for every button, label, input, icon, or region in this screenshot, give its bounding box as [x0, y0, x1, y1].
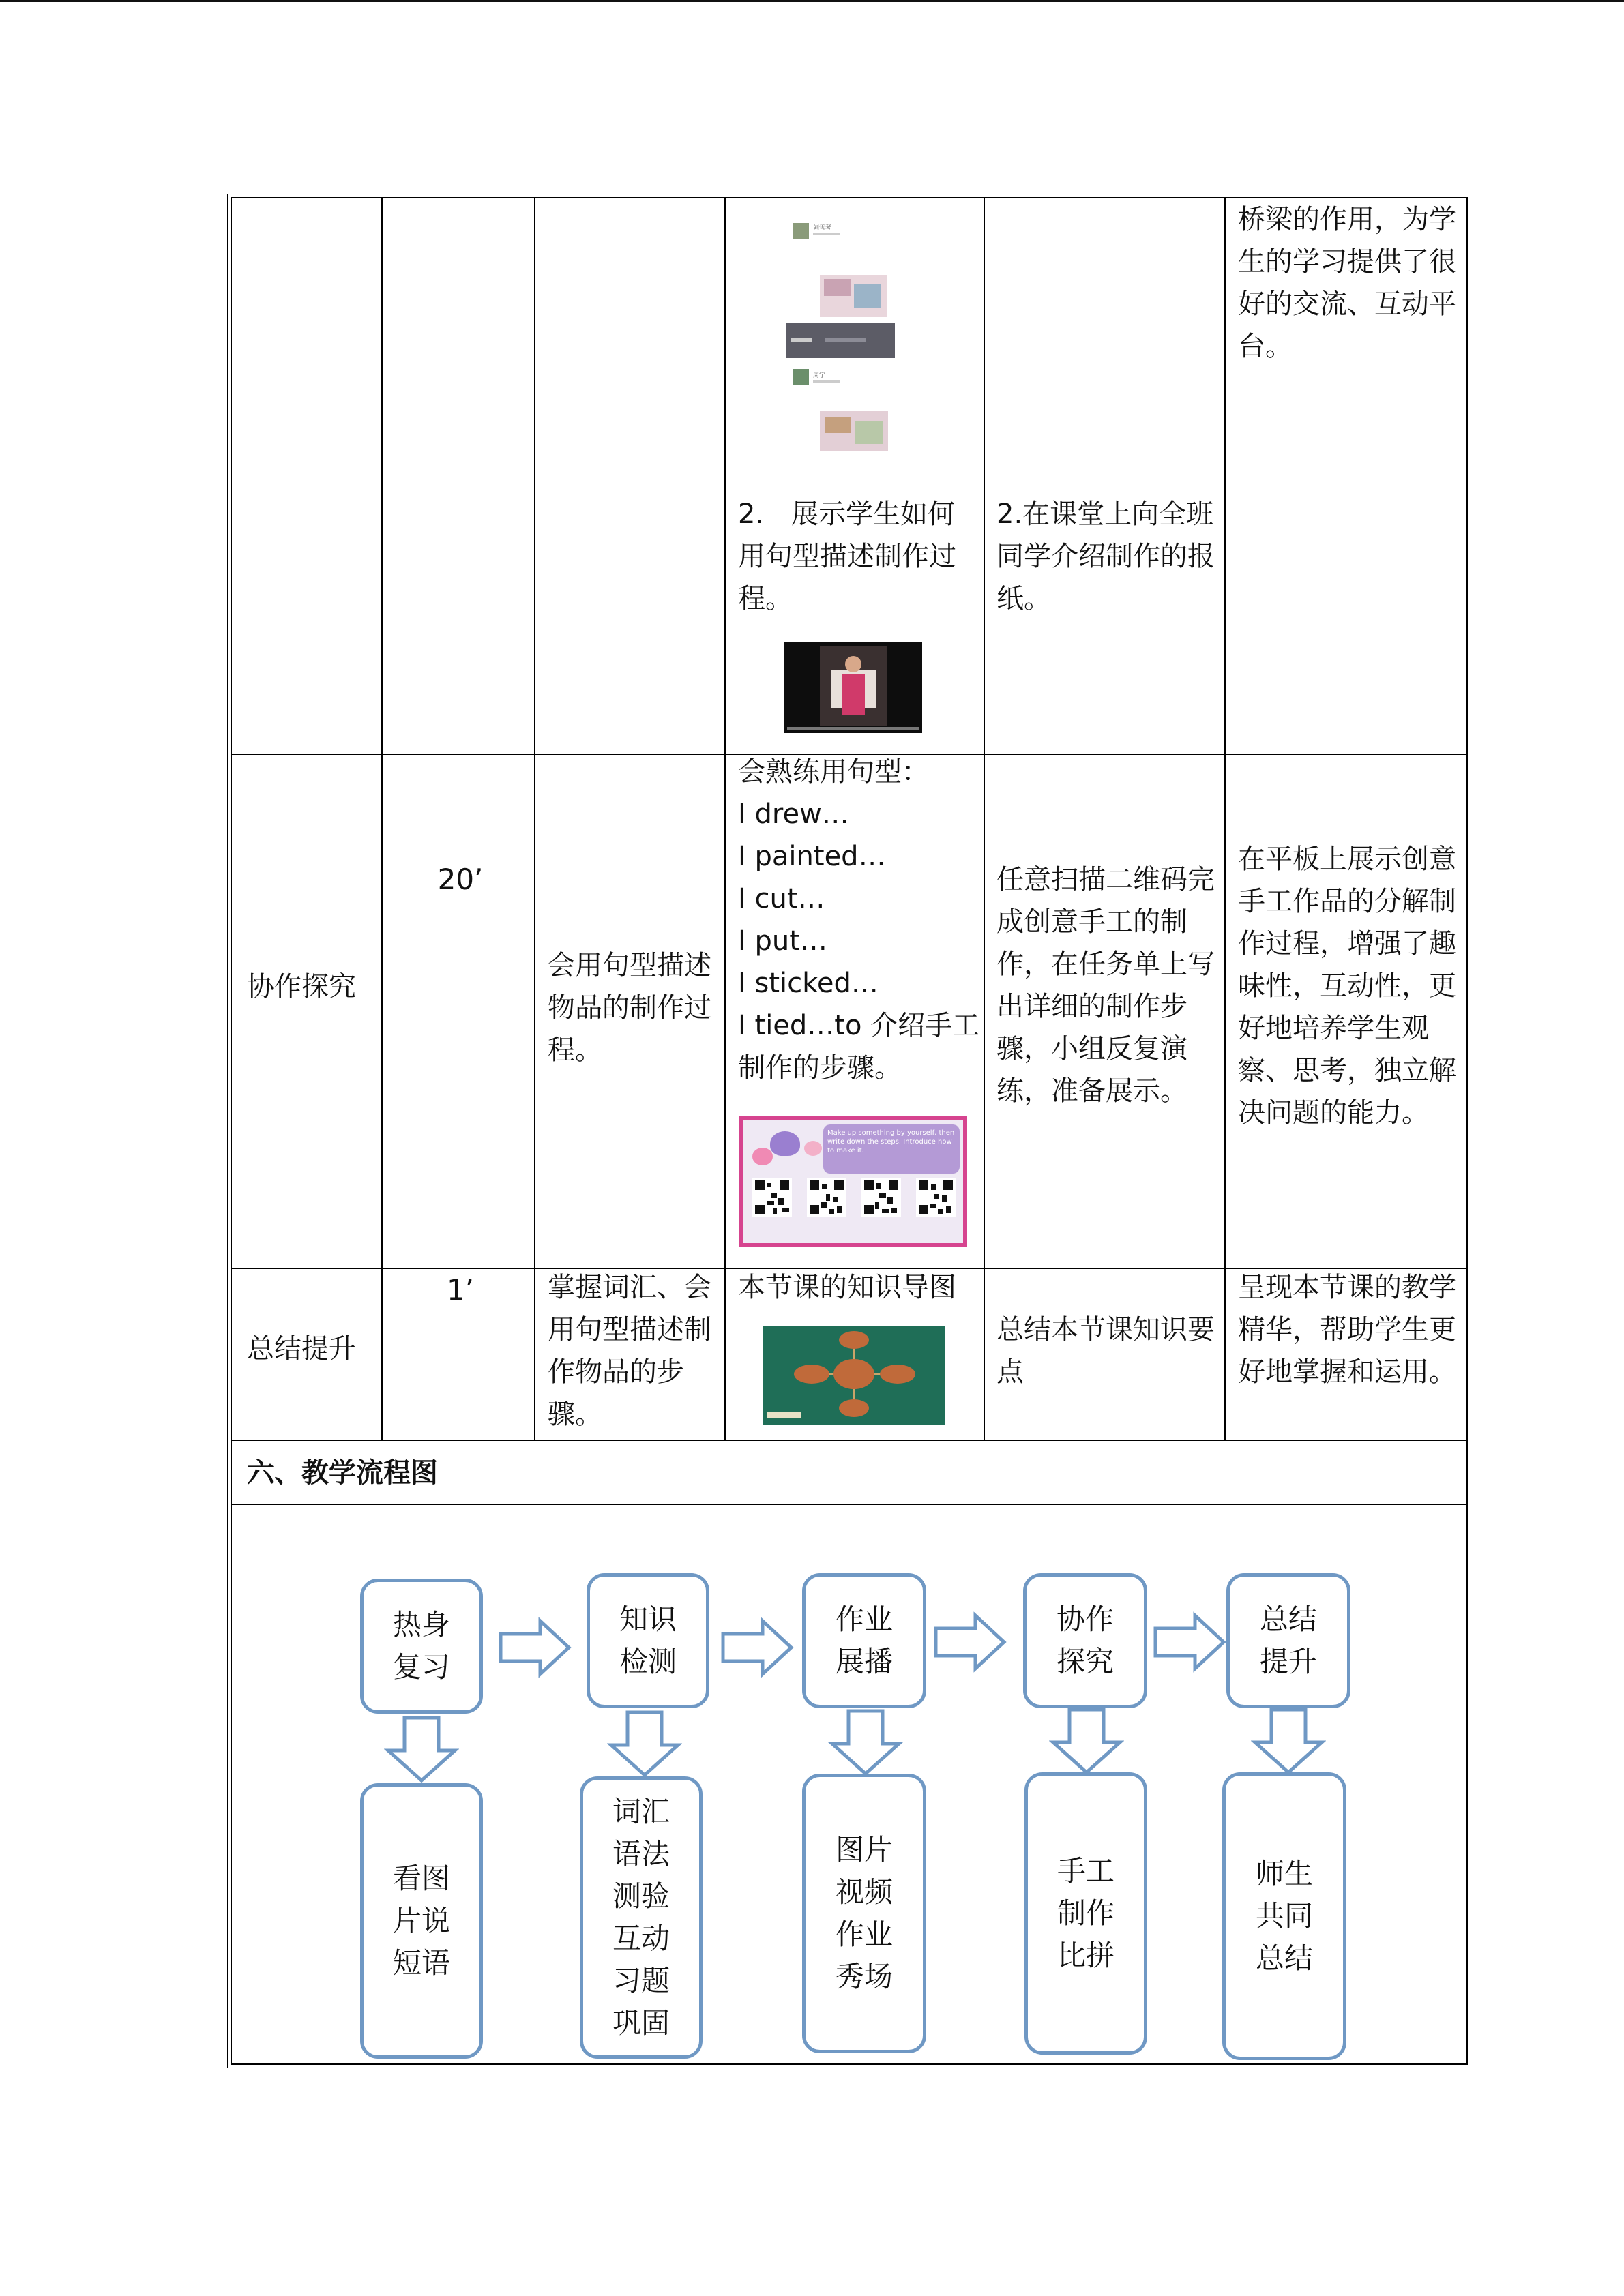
page-top-border — [0, 0, 1624, 2]
heart-decoration-icon — [804, 1141, 822, 1156]
flow-handcraft-box: 手工 制作 比拼 — [1024, 1772, 1147, 2055]
sentence-pattern-line: I painted… — [738, 841, 886, 872]
flow-teacher-student-box: 师生 共同 总结 — [1222, 1772, 1346, 2060]
heart-decoration-icon — [752, 1148, 773, 1165]
col-divider — [1224, 198, 1226, 1440]
heart-decoration-icon — [770, 1131, 800, 1156]
goal-collab: 会用句型描述物品的制作过程。 — [548, 950, 711, 1066]
col-divider — [381, 198, 383, 1440]
arrow-down-icon — [607, 1710, 682, 1778]
sentence-pattern-line: 会熟练用句型： — [738, 756, 929, 788]
flow-knowledge-check-box: 知识 检测 — [587, 1573, 709, 1708]
mind-map-image — [763, 1326, 945, 1425]
flow-vocab-grammar-box: 词汇 语法 测验 互动 习题 巩固 — [580, 1776, 703, 2059]
section-6-title: 六、教学流程图 — [247, 1457, 438, 1489]
sentence-pattern-line: I cut… — [738, 883, 825, 914]
video-thumbnail-image — [784, 642, 922, 733]
activity-step2-text: 2. 展示学生如何用句型描述制作过程。 — [738, 498, 956, 614]
sentence-pattern-line: I put… — [738, 925, 827, 957]
col-divider — [534, 198, 535, 1440]
sentence-pattern-line: I tied…to 介绍手工制作的步骤。 — [738, 1010, 980, 1084]
stage-collab: 协作探究 — [247, 971, 356, 1002]
activity-summary: 本节课的知识导图 — [738, 1272, 956, 1303]
arrow-right-icon — [933, 1611, 1008, 1673]
student-collab-text: 任意扫描二维码完成创意手工的制作，在任务单上写出详细的制作步骤，小组反复演练，准备展示。 — [996, 864, 1215, 1107]
activity-collab-list — [738, 751, 980, 1089]
time-summary: 1’ — [446, 1273, 475, 1307]
col-divider — [724, 198, 726, 1440]
arrow-down-icon — [1251, 1707, 1326, 1775]
wechat-screenshot-image — [786, 219, 922, 451]
qr-code-icons — [752, 1178, 957, 1223]
arrow-down-icon — [384, 1715, 459, 1783]
screenshot-user-2: 周宁 — [813, 372, 826, 379]
qr-task-card-image — [739, 1116, 967, 1247]
screenshot-user-1: 刘雪琴 — [813, 225, 832, 232]
sentence-pattern-line: I sticked… — [738, 968, 879, 999]
intent-collab-text: 在平板上展示创意手工作品的分解制作过程，增强了趣味性，互动性，更好地培养学生观察、思考，独立解决问题的能力。 — [1238, 844, 1456, 1129]
intent-summary: 呈现本节课的教学精华，帮助学生更好地掌握和运用。 — [1238, 1272, 1456, 1388]
row-divider — [232, 1440, 1466, 1441]
time-collab: 20’ — [437, 863, 484, 896]
sentence-pattern-line: I drew… — [738, 799, 849, 830]
card-instruction-text: Make up something by yourself, then write down the steps. Introduce how to make it. — [823, 1124, 960, 1174]
flow-warmup-box: 热身 复习 — [360, 1579, 483, 1714]
row-divider — [232, 1504, 1466, 1505]
arrow-right-icon — [720, 1617, 795, 1678]
col-divider — [984, 198, 985, 1440]
flow-picture-video-box: 图片 视频 作业 秀场 — [802, 1774, 926, 2053]
arrow-down-icon — [1049, 1707, 1124, 1775]
flow-summary-box: 总结 提升 — [1226, 1573, 1350, 1708]
flow-collab-box: 协作 探究 — [1023, 1573, 1147, 1708]
arrow-down-icon — [828, 1708, 903, 1776]
arrow-right-icon — [1153, 1611, 1228, 1673]
flow-homework-show-box: 作业 展播 — [802, 1573, 926, 1708]
flow-picture-phrase-box: 看图 片说 短语 — [360, 1783, 483, 2059]
goal-summary: 掌握词汇、会用句型描述制作物品的步骤。 — [548, 1272, 711, 1430]
design-intent-text: 桥梁的作用，为学生的学习提供了很好的交流、互动平台。 — [1238, 204, 1456, 362]
lesson-plan-table — [231, 197, 1468, 2065]
arrow-right-icon — [498, 1617, 573, 1678]
student-step2-text: 2.在课堂上向全班同学介绍制作的报纸。 — [996, 498, 1215, 614]
student-summary: 总结本节课知识要点 — [996, 1314, 1215, 1388]
stage-summary: 总结提升 — [247, 1333, 356, 1365]
